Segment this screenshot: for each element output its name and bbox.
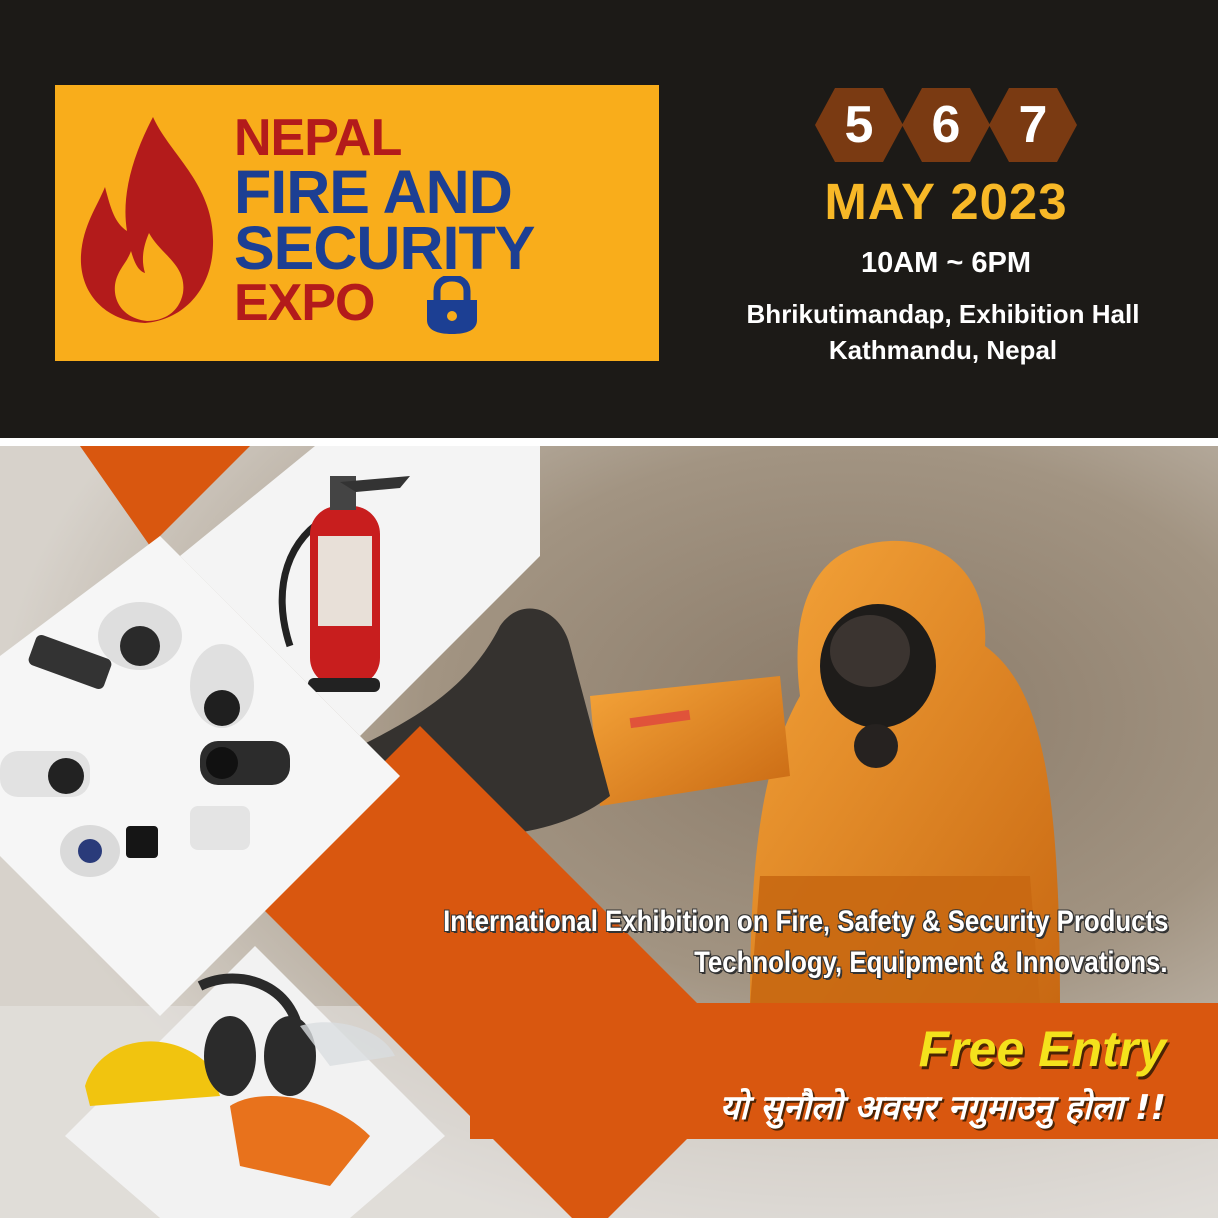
venue-line-1: Bhrikutimandap, Exhibition Hall: [746, 299, 1140, 329]
event-month: MAY 2023: [824, 173, 1068, 230]
header: [0, 0, 1218, 438]
header-divider: [0, 438, 1218, 446]
padlock-icon: [423, 276, 481, 336]
free-entry-label: Free Entry: [918, 1021, 1166, 1077]
day-badge: [989, 88, 1077, 162]
event-time: 10AM ~ 6PM: [860, 247, 1032, 279]
day-number: 7: [1018, 96, 1048, 154]
nepali-slogan: यो सुनौलो अवसर नगुमाउनु होला !!: [719, 1088, 1166, 1128]
tagline-line-2: Technology, Equipment & Innovations.: [694, 946, 1168, 979]
day-badge: [902, 88, 990, 162]
tagline-line-1: International Exhibition on Fire, Safety & Security Products: [442, 905, 1168, 938]
event-venue: [700, 296, 1186, 368]
day-badge: [815, 88, 903, 162]
day-number: 5: [844, 96, 874, 154]
logo-security: SECURITY: [234, 214, 535, 282]
logo-fire-and: FIRE AND: [234, 158, 512, 226]
venue-line-2: Kathmandu, Nepal: [828, 335, 1058, 365]
flame-icon: [75, 115, 225, 325]
day-number: 6: [931, 96, 961, 154]
logo-expo: EXPO: [234, 274, 375, 332]
event-days: [815, 88, 1077, 162]
expo-logo: [55, 85, 659, 361]
logo-nepal: NEPAL: [234, 109, 402, 167]
